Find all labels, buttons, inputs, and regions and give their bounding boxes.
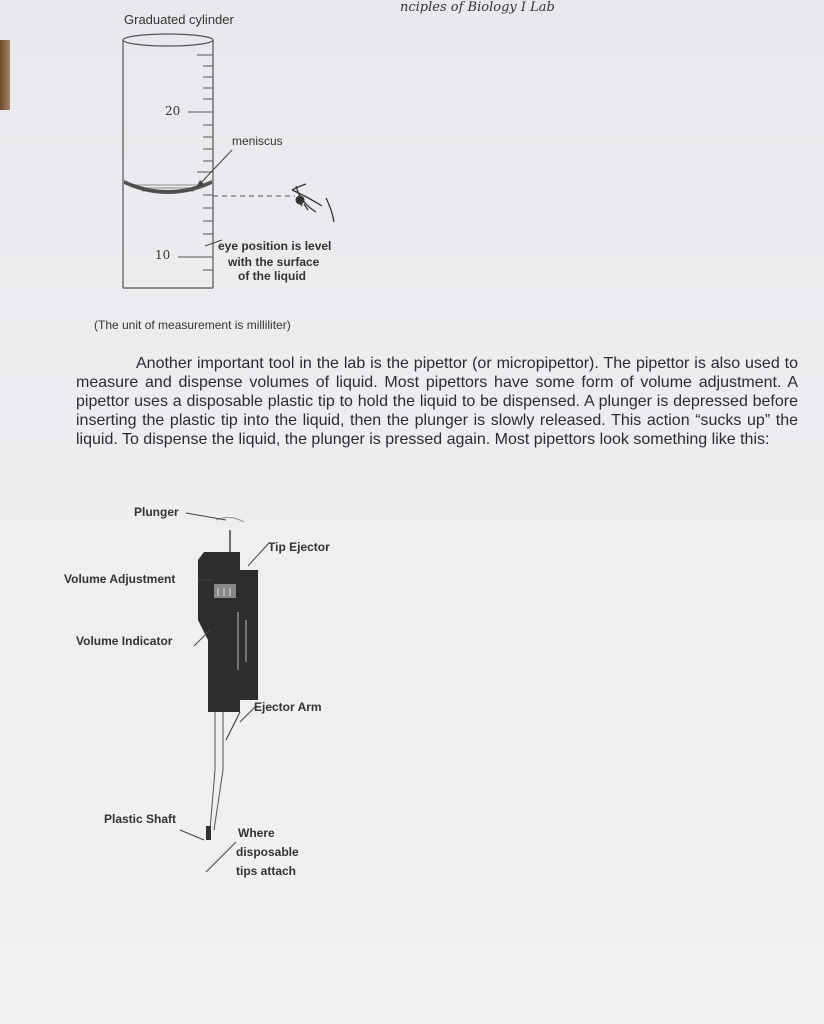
- meniscus-label: meniscus: [232, 134, 283, 148]
- cylinder-title: Graduated cylinder: [124, 12, 234, 27]
- ejector-arm-label: Ejector Arm: [254, 700, 322, 714]
- plastic-shaft-label: Plastic Shaft: [104, 812, 177, 826]
- running-header: nciples of Biology I Lab: [400, 0, 555, 15]
- tip-ejector-label: Tip Ejector: [268, 540, 330, 554]
- tick-label-20: 20: [165, 104, 181, 118]
- tips-attach-label-line1: Where: [238, 826, 275, 840]
- volume-indicator-label: Volume Indicator: [76, 634, 173, 648]
- unit-note: (The unit of measurement is milliliter): [94, 318, 291, 332]
- tips-attach-label-line3: tips attach: [236, 864, 297, 878]
- eye-position-label-line2: with the surface: [228, 255, 320, 269]
- tips-attach-label-line2: disposable: [236, 845, 299, 859]
- eye-position-label-line1: eye position is level: [218, 239, 332, 253]
- volume-adjustment-label: Volume Adjustment: [64, 572, 176, 586]
- paragraph-text: Another important tool in the lab is the pipettor (or micropipettor). The pipettor is also used to measure and dispense volumes of liquid. Most pipettors have some form of volume adjustment. A pipettor uses a disposable plastic tip to hold the liquid to be dispensed. A plunger is depressed before inserting the plastic tip into the liquid, then the plunger is slowly released. This action “sucks up” the liquid. To dispense the liquid, the plunger is pressed again. Most pipettors look something like this:: [76, 355, 798, 448]
- eye-position-label-line3: of the liquid: [238, 269, 306, 283]
- plunger-label: Plunger: [134, 505, 179, 519]
- tick-label-10: 10: [155, 248, 171, 262]
